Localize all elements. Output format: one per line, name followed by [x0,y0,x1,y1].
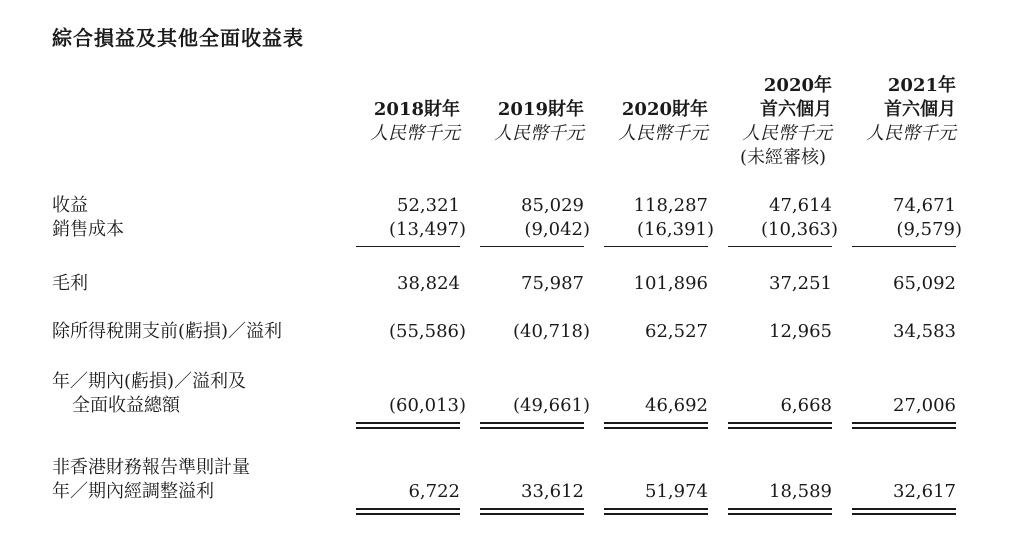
row-label-line1: 非香港財務報告準則計量 [52,457,250,478]
subtotal-line [852,246,956,247]
row-label-line1: 年／期內(虧損)／溢利及 [52,371,247,392]
total-double-line [356,422,460,429]
row-label-profit-before-tax: 除所得稅開支前(虧損)／溢利 [52,321,283,342]
column-header-fy2018 [330,74,460,146]
cell-value: (16,391) [636,219,714,240]
total-double-line [356,508,460,515]
column-header-unit: 人民幣千元 [370,123,460,144]
cell-value: 51,974 [645,481,708,502]
cell-value: 37,251 [769,273,832,294]
cell-value: (49,661) [512,395,590,416]
cell-value: (10,363) [760,219,838,240]
cell-value: 74,671 [893,195,956,216]
column-header-line1: 2021年 [887,75,956,96]
column-header-line1 [578,74,708,98]
cell-value: 118,287 [633,195,708,216]
column-header-1h2021 [826,74,956,146]
cell-value: 34,583 [893,321,956,342]
total-double-line [728,508,832,515]
column-header-note: (未經審核) [739,147,826,168]
cell-value: 65,092 [893,273,956,294]
total-double-line [728,422,832,429]
cell-value: (9,579) [896,219,962,240]
cell-value: (40,718) [512,321,590,342]
row-label-total-comprehensive [52,370,246,418]
cell-value: 62,527 [645,321,708,342]
column-header-line2: 2019財年 [497,99,584,120]
column-header-unit: 人民幣千元 [742,123,832,144]
column-header-line2: 首六個月 [884,99,956,120]
cell-value: 12,965 [769,321,832,342]
cell-value: 52,321 [397,195,460,216]
total-double-line [480,422,584,429]
subtotal-line [604,246,708,247]
row-label-gross-profit: 毛利 [52,273,88,294]
row-label-cost-of-sales: 銷售成本 [52,219,124,240]
cell-value: (13,497) [388,219,466,240]
column-header-line2: 首六個月 [760,99,832,120]
cell-value: 101,896 [633,273,708,294]
cell-value: 85,029 [521,195,584,216]
column-header-1h2020 [702,74,832,170]
cell-value: 46,692 [645,395,708,416]
column-header-unit: 人民幣千元 [494,123,584,144]
cell-value: 6,722 [408,481,460,502]
cell-value: 75,987 [521,273,584,294]
cell-value: 32,617 [893,481,956,502]
cell-value: (9,042) [524,219,590,240]
page-title: 綜合損益及其他全面收益表 [52,26,304,50]
total-double-line [480,508,584,515]
column-header-fy2020 [578,74,708,146]
row-label-non-hkfrs [52,456,250,504]
column-header-line2: 2018財年 [373,99,460,120]
cell-value: 47,614 [769,195,832,216]
column-header-line1 [330,74,460,98]
cell-value: (60,013) [388,395,466,416]
column-header-unit: 人民幣千元 [866,123,956,144]
column-header-line1: 2020年 [763,75,832,96]
column-header-line2: 2020財年 [621,99,708,120]
total-double-line [604,422,708,429]
column-header-unit: 人民幣千元 [618,123,708,144]
cell-value: 18,589 [769,481,832,502]
cell-value: 38,824 [397,273,460,294]
subtotal-line [356,246,460,247]
subtotal-line [728,246,832,247]
row-label-line2: 年／期內經調整溢利 [52,481,214,502]
cell-value: 27,006 [893,395,956,416]
total-double-line [852,422,956,429]
total-double-line [604,508,708,515]
row-label-line2: 全面收益總額 [72,395,180,416]
total-double-line [852,508,956,515]
row-label-revenue: 收益 [52,195,88,216]
cell-value: 33,612 [521,481,584,502]
column-header-line1 [454,74,584,98]
subtotal-line [480,246,584,247]
cell-value: (55,586) [388,321,466,342]
cell-value: 6,668 [780,395,832,416]
column-header-fy2019 [454,74,584,146]
